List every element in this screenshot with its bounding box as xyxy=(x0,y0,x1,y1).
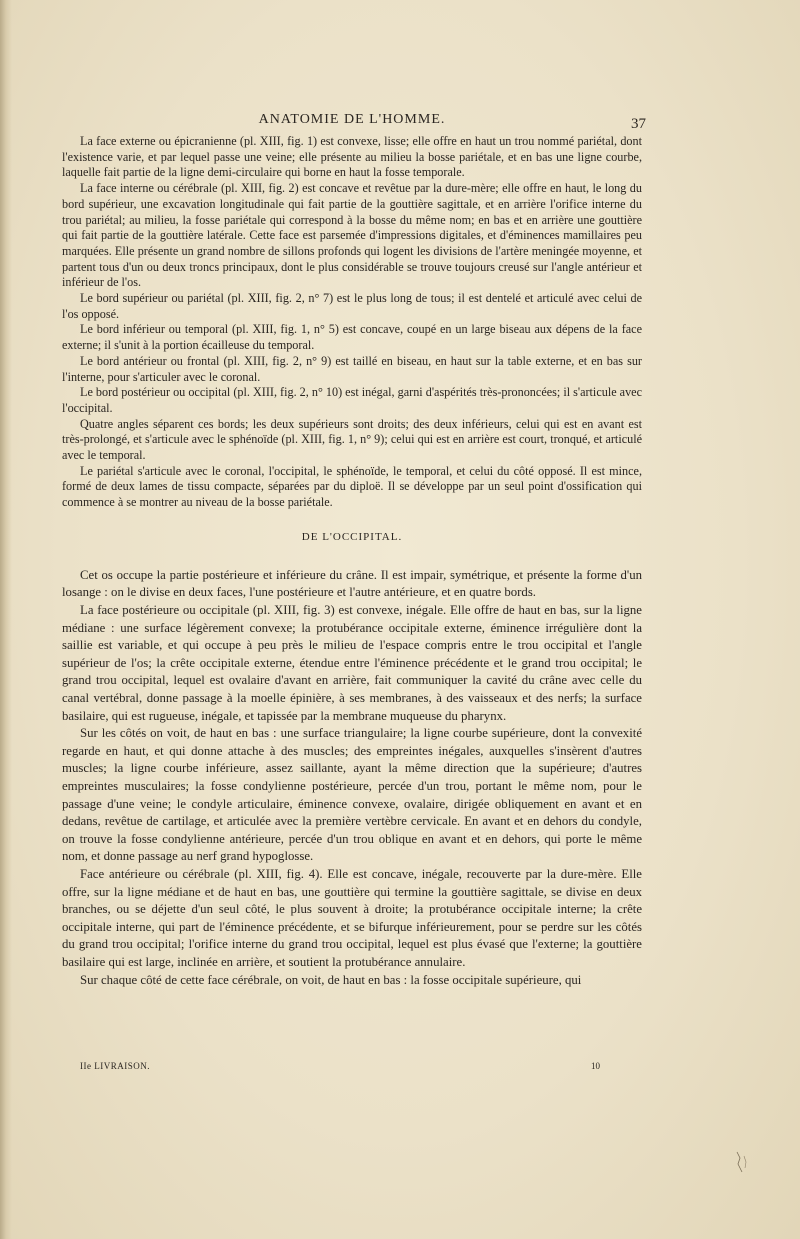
page-header xyxy=(62,112,646,134)
paragraph: Face antérieure ou cérébrale (pl. XIII, fig. 4). Elle est concave, inégale, recouverte par la dure-mère. Elle offre, sur la ligne médiane et de haut en bas, une gouttière qui termine la gouttière sagittale, se divise en deux branches, ou se déjette d'un seul côté, le plus souvent à droite; la protubérance occipitale interne; la crête occipitale interne, qui part de l'éminence précédente, et se bifurque inférieurement, pour se perdre sur les côtés du grand trou occipital; l'orifice interne du grand trou occipital, lequel est plus évasé que l'externe; la gouttière basilaire qui est large, inclinée en arrière, et soutient la protubérance annulaire. xyxy=(62,866,642,969)
page-footer xyxy=(80,1061,600,1075)
text-page xyxy=(62,112,646,989)
paragraph: La face postérieure ou occipitale (pl. XIII, fig. 3) est convexe, inégale. Elle offre de haut en bas, sur la ligne médiane : une surface légèrement convexe; la protubérance occipitale externe, éminence irrégulière dont la saillie est variable, et qui occupe à peu près le milieu de l'espace compris entre le trou occipital et l'angle supérieur de l'os; la crête occipitale externe, étendue entre l'éminence précédente et le grand trou occipital; le grand trou occipital, lequel est ovalaire d'avant en arrière, fait communiquer la cavité du crâne avec celle du canal vertébral, donne passage à la moelle épinière, à ses membranes, à des vaisseaux et des nerfs; la surface basilaire, qui est rugueuse, inégale, et tapissée par la membrane muqueuse du pharynx. xyxy=(62,603,642,723)
paragraph: Cet os occupe la partie postérieure et inférieure du crâne. Il est impair, symétrique, et présente la forme d'un losange : on le divise en deux faces, l'une postérieure et l'autre antérieure, et en quatre bords. xyxy=(62,567,642,600)
paragraph: Le pariétal s'articule avec le coronal, l'occipital, le sphénoïde, le temporal, et celui du côté opposé. Il est mince, formé de deux lames de tissu compacte, séparées par du diploë. Il se développe par un seul point d'ossification qui commence à se montrer au niveau de la bosse pariétale. xyxy=(62,463,642,510)
paragraph: Quatre angles séparent ces bords; les deux supérieurs sont droits; des deux inférieurs, celui qui est en avant est très-prolongé, et s'articule avec le sphénoïde (pl. XIII, fig. 1, n° 9); celui qui est en arrière est court, tronqué, et articulé avec le temporal. xyxy=(62,416,642,463)
parietal-section xyxy=(62,134,642,511)
paper-stain-icon xyxy=(734,1150,750,1174)
paragraph: Le bord supérieur ou pariétal (pl. XIII, fig. 2, n° 7) est le plus long de tous; il est dentelé et articulé avec celui de l'os opposé. xyxy=(62,291,642,321)
paragraph: Le bord postérieur ou occipital (pl. XIII, fig. 2, n° 10) est inégal, garni d'aspérités très-prononcées; il s'articule avec l'occipital. xyxy=(62,385,642,415)
paragraph: La face externe ou épicranienne (pl. XIII, fig. 1) est convexe, lisse; elle offre en haut un trou nommé pariétal, dont l'existence varie, et par lequel passe une veine; elle présente au milieu la bosse pariétale, et en bas une ligne courbe, laquelle fait partie de la ligne demi-circulaire qui borne en haut la fosse temporale. xyxy=(62,134,642,180)
paragraph: Le bord inférieur ou temporal (pl. XIII, fig. 1, n° 5) est concave, coupé en un large biseau aux dépens de la face externe; il s'unit à la portion écailleuse du temporal. xyxy=(62,322,642,353)
paragraph: Le bord antérieur ou frontal (pl. XIII, fig. 2, n° 9) est taillé en biseau, en haut sur la table externe, et en bas sur l'interne, pour s'articuler avec le coronal. xyxy=(62,353,642,384)
occipital-section xyxy=(62,567,642,989)
paragraph: Sur chaque côté de cette face cérébrale, on voit, de haut en bas : la fosse occipitale supérieure, qui xyxy=(80,972,582,987)
section-heading-occipital: DE L'OCCIPITAL. xyxy=(301,530,403,543)
running-title: ANATOMIE DE L'HOMME. xyxy=(258,112,446,127)
paragraph: Sur les côtés on voit, de haut en bas : une surface triangulaire; la ligne courbe supérieure, dont la convexité regarde en haut, et qui donne attache à des muscles; des empreintes inégales, auxquelles s'insèrent d'autres muscles; la ligne courbe inférieure, assez saillante, ayant la même direction que la supérieure; d'autres empreintes musculaires; la fosse condylienne postérieure, percée d'un trou, portant le même nom, pour le passage d'une veine; le condyle articulaire, éminence convexe, ovalaire, dirigée obliquement en avant et en dedans, revêtue de cartilage, et articulée avec la première vertèbre cervicale. En avant et en dehors du condyle, on trouve la fosse condylienne antérieure, percée d'un trou oblique en avant et en dehors, qui porte le même nom, et donne passage au nerf grand hypoglosse. xyxy=(62,726,642,864)
page-number: 37 xyxy=(631,116,646,132)
binding-shadow xyxy=(0,0,12,1239)
sheet-number: 10 xyxy=(591,1061,600,1071)
printer-signature: IIe LIVRAISON. xyxy=(80,1061,150,1071)
paragraph: La face interne ou cérébrale (pl. XIII, fig. 2) est concave et revêtue par la dure-mère; elle offre en haut, le long du bord supérieur, une excavation longitudinale qui fait partie de la gouttière sagittale, et en arrière l'orifice interne du trou pariétal; au milieu, la fosse pariétale qui correspond à la bosse du même nom; en bas et en arrière une gouttière qui fait partie de la gouttière latérale. Cette face est parsemée d'impressions digitales, et d'éminences mamillaires peu marquées. Elle présente un grand nombre de sillons profonds qui logent les divisions de l'artère meningée moyenne, et partent tous d'un ou deux troncs principaux, dont le plus considérable se trouve toujours creusé sur l'angle antérieur et inférieur de l'os. xyxy=(62,181,642,290)
